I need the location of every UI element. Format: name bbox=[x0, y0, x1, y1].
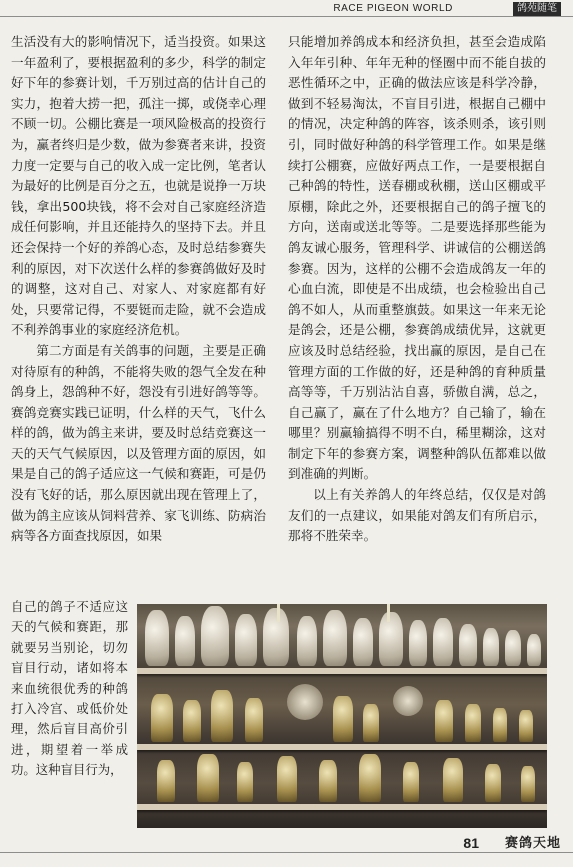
vase-trophy bbox=[235, 614, 257, 666]
cup-trophy bbox=[333, 696, 353, 742]
ceiling-light bbox=[277, 604, 280, 622]
cup-trophy bbox=[403, 762, 419, 802]
header-section-tag: 鸽苑随笔 bbox=[513, 2, 561, 16]
photo-shelf bbox=[137, 744, 547, 750]
trophy-display-photo bbox=[137, 604, 547, 828]
right-text-column bbox=[288, 32, 546, 547]
vase-trophy bbox=[459, 624, 477, 666]
vase-trophy bbox=[297, 616, 317, 666]
cup-trophy bbox=[493, 708, 507, 742]
page-number: 81 bbox=[463, 835, 479, 851]
cup-trophy bbox=[521, 766, 535, 802]
plate-trophy bbox=[393, 686, 423, 716]
vase-trophy bbox=[527, 634, 541, 666]
cup-trophy bbox=[443, 758, 463, 802]
vase-trophy bbox=[379, 612, 403, 666]
cup-trophy bbox=[435, 700, 453, 742]
left-paragraph-continued: 自己的鸽子不适应这天的气候和赛距，那就要另当别论，切勿盲目行动，诸如将本来血统很优秀的种鸽打入冷宫、或低价处理，然后盲目高价引进，期望着一举成功。这种盲目行为， bbox=[11, 599, 128, 778]
cup-trophy bbox=[277, 756, 297, 802]
cup-trophy bbox=[245, 698, 263, 742]
vase-trophy bbox=[505, 630, 521, 666]
cup-trophy bbox=[211, 690, 233, 742]
header-rule bbox=[0, 16, 573, 17]
vase-trophy bbox=[433, 618, 453, 666]
plate-trophy bbox=[287, 684, 323, 720]
cup-trophy bbox=[197, 754, 219, 802]
left-paragraph-2: 第二方面是有关鸽事的问题，主要是正确对待原有的种鸽，不能将失败的怨气全发在种鸽身上，怨鸽种不好，怨没有引进好鸽等等。赛鸽竞赛实践已证明，什么样的天气，飞什么样的鸽，做为鸽主来讲，要及时总结竞赛这一天的天气气候原因，以及管理方面的原因，如果是自己的鸽子适应这一气候和赛距，可是仍没有飞好的话，那么原因就出现在管理上了，做为鸽主应该从饲料营养、家飞训练、防病治病等各方面查找原因，如果 bbox=[11, 342, 266, 544]
cup-trophy bbox=[363, 704, 379, 742]
cup-trophy bbox=[319, 760, 337, 802]
vase-trophy bbox=[201, 606, 229, 666]
vase-trophy bbox=[483, 628, 499, 666]
vase-trophy bbox=[323, 610, 347, 666]
magazine-name: 赛鸽天地 bbox=[504, 836, 561, 851]
photo-shelf bbox=[137, 804, 547, 810]
right-paragraph-1: 只能增加养鸽成本和经济负担，甚至会造成陷入年年引种、年年无种的怪圈中而不能自拔的恶性循环之中，正确的做法应该是科学冷静，做到不轻易淘汰，不盲目引进，根据自己棚中的情况，决定种鸽的阵容，该杀则杀，该引则引，同时做好种鸽的科学管理工作。如果是继续打公棚赛，应做好两点工作，一是要根据自己种鸽的特性，送春棚或秋棚，送山区棚或平原棚，除此之外，还要根据自己的鸽子擅飞的方向，送南或送北等等。二是要选择那些能为鸽友诚心服务，管理科学、讲诚信的公棚送鸽参赛。因为，这样的公棚不会造成鸽友一年的心血白流，即使是不出成绩，也会检验出自己鸽不如人，从而重整旗鼓。如果这一年来无论是鸽会，还是公棚，参赛鸽成绩优异，这就更应该及时总结经验，找出赢的原因，是自己在管理方面的工作做的好，还是种鸽的育种质量高等等，千万别沾沾自喜，骄傲自满，总之，自己赢了，赢在了什么地方？自己输了，输在哪里？别赢输搞得不明不白，稀里糊涂，这对制定下年的参赛方案，调整种鸽队伍都难以做到准确的判断。 bbox=[288, 34, 546, 482]
vase-trophy bbox=[175, 616, 195, 666]
left-text-column-continued bbox=[11, 597, 128, 781]
cup-trophy bbox=[485, 764, 501, 802]
ceiling-light bbox=[387, 604, 390, 622]
cup-trophy bbox=[157, 760, 175, 802]
cup-trophy bbox=[151, 694, 173, 742]
right-paragraph-2: 以上有关养鸽人的年终总结，仅仅是对鸽友们的一点建议，如果能对鸽友们有所启示，那将不胜荣幸。 bbox=[288, 487, 546, 544]
vase-trophy bbox=[145, 610, 169, 666]
header-english-title: RACE PIGEON WORLD bbox=[333, 3, 453, 14]
cup-trophy bbox=[519, 710, 533, 742]
photo-shelf bbox=[137, 668, 547, 674]
left-text-column bbox=[11, 32, 266, 547]
cup-trophy bbox=[183, 700, 201, 742]
cup-trophy bbox=[359, 754, 381, 802]
cup-trophy bbox=[465, 704, 481, 742]
vase-trophy bbox=[263, 608, 289, 666]
vase-trophy bbox=[409, 620, 427, 666]
cup-trophy bbox=[237, 762, 253, 802]
vase-trophy bbox=[353, 618, 373, 666]
left-paragraph-1: 生活没有大的影响情况下，适当投资。如果这一年盈利了，要根据盈利的多少，科学的制定好下年的参赛计划，千万别过高的估计自己的实力，抱着大捞一把，孤注一掷，或侥幸心理不顾一切。公棚比赛是一项风险极高的投资行为，赢者终归是少数，做为参赛者来讲，投资力度一定要与自己的收入成一定比例，笔者认为最好的比例是百分之五，也就是说挣一万块钱，拿出500块钱，将不会对自己家庭经济造成任何影响，并且还能持久的坚持下去。并且还会保持一个好的养鸽心态，及时总结参赛失利的原因，对下次送什么样的参赛鸽做好及时的调整，这对自己、对家人、对家庭都有好处，只要常记得，不要铤而走险，就不会造成不利养鸽事业的家庭经济危机。 bbox=[11, 34, 266, 338]
footer-rule bbox=[0, 852, 573, 853]
